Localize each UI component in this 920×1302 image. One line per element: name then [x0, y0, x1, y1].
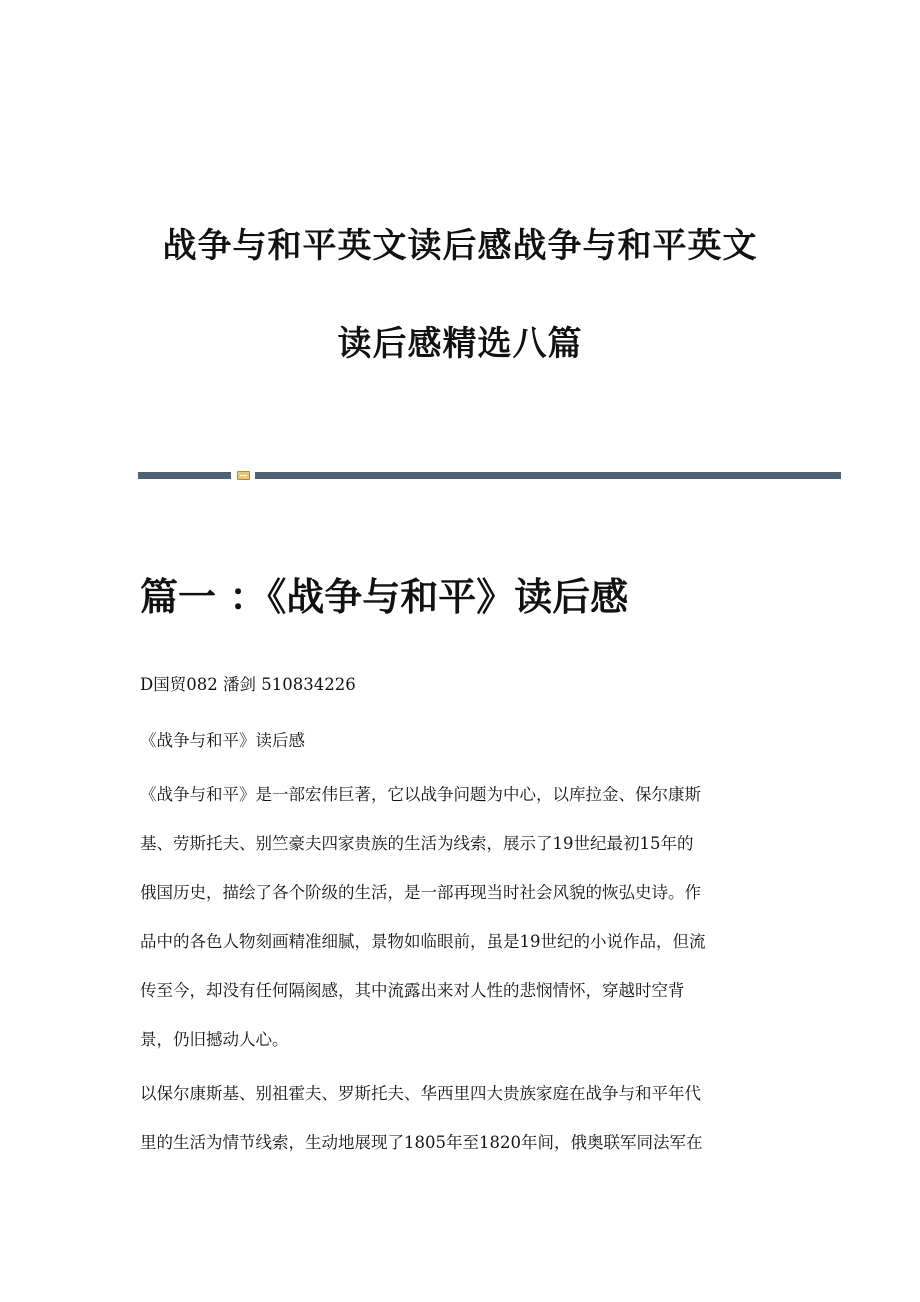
- text-line: 里的生活为情节线索，生动地展现了1805年至1820年间，俄奥联军同法军在: [140, 1133, 703, 1152]
- divider-bar-left: [138, 472, 231, 479]
- document-title-line-1: 战争与和平英文读后感战争与和平英文: [162, 226, 758, 266]
- paragraph-1: [140, 770, 780, 1064]
- section-heading: 篇一 ：《战争与和平》读后感: [140, 575, 629, 619]
- document-title-line-2: 读后感精选八篇: [337, 324, 583, 364]
- text-line: 俄国历史，描绘了各个阶级的生活，是一部再现当时社会风貌的恢弘史诗。作: [140, 883, 701, 902]
- text-line: 景，仍旧撼动人心。: [140, 1030, 289, 1049]
- text-line: 《战争与和平》是一部宏伟巨著，它以战争问题为中心，以库拉金、保尔康斯: [140, 785, 701, 804]
- text-line: 《战争与和平》读后感: [140, 731, 305, 750]
- subtitle-line: [140, 716, 780, 765]
- text-line: 品中的各色人物刻画精准细腻，景物如临眼前，虽是19世纪的小说作品，但流: [140, 932, 706, 951]
- divider-bar-right: [255, 472, 841, 479]
- paragraph-2: [140, 1069, 780, 1167]
- text-line: 以保尔康斯基、别祖霍夫、罗斯托夫、华西里四大贵族家庭在战争与和平年代: [140, 1084, 701, 1103]
- text-line: 基、劳斯托夫、别竺豪夫四家贵族的生活为线索，展示了19世纪最初15年的: [140, 834, 694, 853]
- title-divider: [138, 471, 841, 480]
- author-line: [140, 660, 780, 709]
- text-line: 传至今，却没有任何隔阂感，其中流露出来对人性的悲悯情怀，穿越时空背: [140, 981, 685, 1000]
- text-line: D国贸082 潘剑 510834226: [140, 675, 356, 694]
- divider-emblem-icon: [237, 471, 250, 480]
